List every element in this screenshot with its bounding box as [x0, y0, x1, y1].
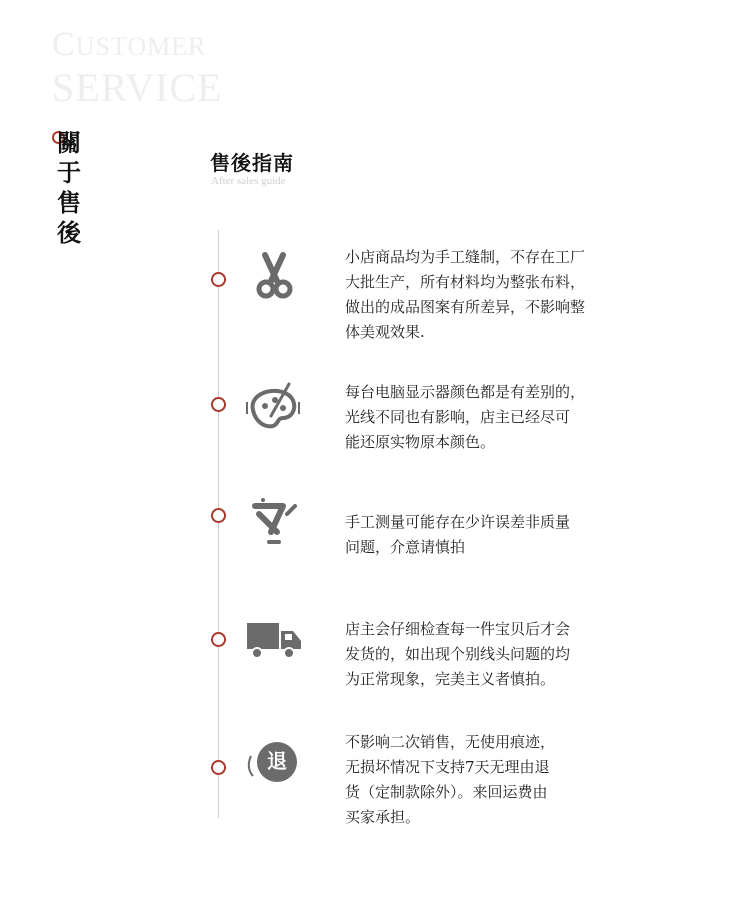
timeline-dot	[211, 397, 226, 412]
hero-title	[52, 28, 222, 108]
truck-icon	[243, 613, 305, 675]
guide-title: 售後指南	[210, 151, 294, 175]
hero-line-1	[52, 28, 222, 62]
timeline-dot	[211, 760, 226, 775]
timeline-dot	[211, 272, 226, 287]
guide-item-text: 店主会仔细检查每一件宝贝后才会 发货的，如出现个别线头问题的均 为正常现象，完美主义者慎拍。	[345, 620, 571, 688]
return-seal-icon	[243, 734, 305, 796]
hero-line-2: SERVICE	[52, 65, 223, 110]
return-seal-text: 退	[267, 749, 287, 773]
guide-item-text: 小店商品均为手工缝制，不存在工厂 大批生产，所有材料均为整张布料， 做出的成品图案有所差异，不影响整 体美观效果.	[345, 248, 586, 341]
side-title	[52, 128, 82, 248]
hero-line-1-initial: C	[52, 26, 76, 63]
hero-line-1-rest: USTOMER	[75, 32, 207, 61]
guide-item-text: 不影响二次销售，无使用痕迹， 无损坏情况下支持7天无理由退 货（定制款除外）。来回运费由 买家承担。	[345, 733, 556, 826]
side-char-4: 後	[57, 218, 81, 247]
scissors-icon	[243, 247, 305, 309]
side-char-1: 關	[57, 128, 81, 157]
guide-subtitle: After sales guide	[211, 175, 286, 187]
timeline-dot	[211, 632, 226, 647]
guide-item-text: 每台电脑显示器颜色都是有差别的， 光线不同也有影响，店主已经尽可 能还原实物原本颜色。	[345, 383, 586, 451]
guide-item-text: 手工测量可能存在少许误差非质量 问题，介意请慎拍	[345, 513, 571, 556]
palette-icon	[243, 376, 305, 438]
side-char-3: 售	[57, 188, 81, 217]
timeline-dot	[211, 508, 226, 523]
ruler-icon	[243, 492, 305, 554]
timeline-line	[218, 230, 219, 818]
side-char-2: 于	[57, 158, 81, 187]
